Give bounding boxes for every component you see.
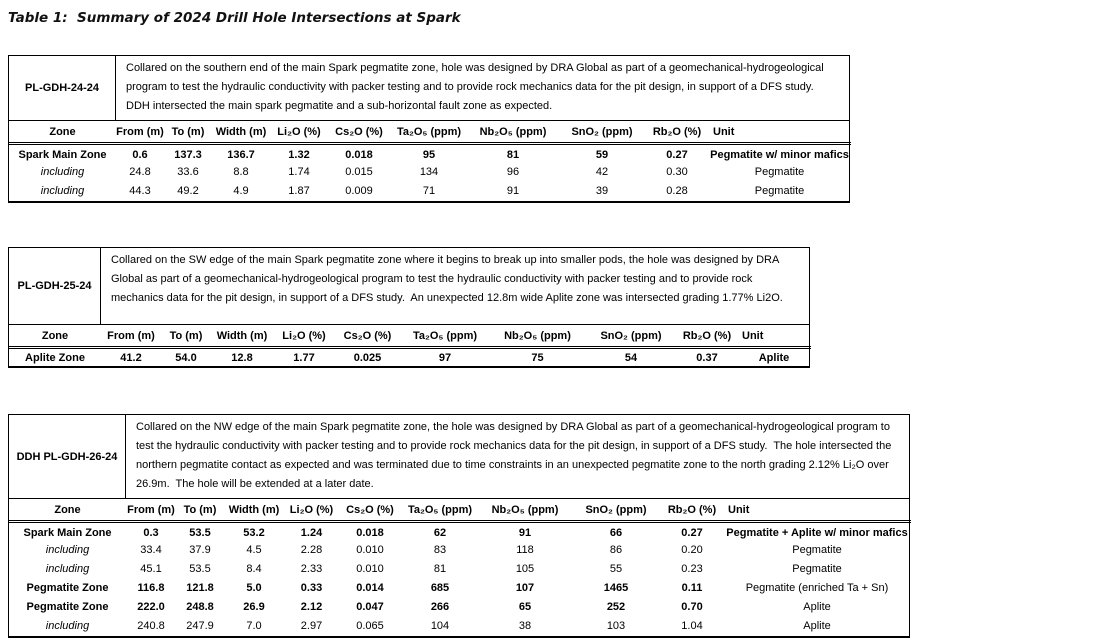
to-cell: 247.9: [186, 619, 214, 632]
unit-cell: Pegmatite + Aplite w/ minor mafics: [726, 526, 908, 539]
column-header: Ta₂O₅ (ppm): [401, 499, 479, 522]
hole-id: PL-GDH-24-24: [9, 56, 116, 120]
from-cell: 222.0: [137, 600, 165, 613]
column-header: Ta₂O₅ (ppm): [390, 121, 468, 144]
nb2o5-cell: 107: [515, 581, 535, 594]
hole-description: Collared on the NW edge of the main Spark pegmatite zone, the hole was designed by DRA Global as part of a geomechanical-hydrogeological program to test the hydraulic conductivity with packer testing and to provide rock mechanics data for the pit design, in support of a DFS study. The hole intersected the northern pegmatite contact as expected and was terminated due to time constraints in an unexpected pegmatite zone to the north grading 2.12% Li₂O over 26.9m. The hole will be extended at a later date.: [136, 421, 895, 490]
unit-cell: Aplite: [758, 352, 790, 365]
sno2-cell: 252: [606, 600, 626, 613]
from-cell: 24.8: [129, 165, 151, 178]
li2o-cell: 1.87: [288, 184, 310, 197]
to-cell: 33.6: [177, 165, 199, 178]
ta2o5-cell: 83: [433, 543, 447, 556]
column-header: Zone: [9, 325, 101, 348]
intersections-grid: [9, 325, 811, 367]
ta2o5-cell: 62: [433, 526, 447, 539]
column-header: From (m): [126, 499, 176, 522]
rb2o-cell: 0.11: [681, 581, 703, 594]
unit-cell: Pegmatite: [792, 543, 842, 556]
ta2o5-cell: 97: [438, 352, 452, 365]
width-cell: 5.0: [246, 581, 262, 594]
column-header: Cs₂O (%): [339, 499, 401, 522]
column-header: Li₂O (%): [270, 121, 328, 144]
nb2o5-cell: 91: [518, 526, 532, 539]
cs2o-cell: 0.015: [345, 165, 373, 178]
nb2o5-cell: 91: [506, 184, 520, 197]
unit-cell: Pegmatite: [792, 562, 842, 575]
column-header: Nb₂O₅ (ppm): [468, 121, 558, 144]
width-cell: 4.9: [233, 184, 249, 197]
drill-hole-table-DDH-PL-GDH-26-24: [8, 414, 910, 638]
column-header: Rb₂O (%): [677, 325, 737, 348]
unit-cell: Pegmatite (enriched Ta + Sn): [745, 581, 889, 594]
width-cell: 7.0: [246, 619, 262, 632]
column-header: To (m): [164, 121, 212, 144]
column-header: From (m): [116, 121, 164, 144]
from-cell: 240.8: [137, 619, 165, 632]
cs2o-cell: 0.018: [356, 526, 384, 539]
li2o-cell: 2.28: [300, 543, 323, 556]
sno2-cell: 42: [595, 165, 609, 178]
from-cell: 116.8: [137, 581, 165, 594]
intersection-row: [9, 347, 811, 366]
nb2o5-cell: 38: [518, 619, 532, 632]
nb2o5-cell: 75: [531, 352, 544, 365]
li2o-cell: 0.33: [300, 581, 323, 594]
sno2-cell: 66: [609, 526, 623, 539]
intersection-row: [9, 163, 851, 182]
li2o-cell: 2.97: [300, 619, 323, 632]
sno2-cell: 59: [595, 148, 609, 161]
from-cell: 33.4: [140, 543, 162, 556]
from-cell: 0.3: [143, 526, 159, 539]
ta2o5-cell: 134: [419, 165, 439, 178]
column-header-row: [9, 325, 811, 348]
width-cell: 8.4: [246, 562, 262, 575]
column-header: Rb₂O (%): [661, 499, 723, 522]
column-header: Ta₂O₅ (ppm): [400, 325, 490, 348]
column-header: From (m): [101, 325, 161, 348]
sno2-cell: 55: [609, 562, 623, 575]
rb2o-cell: 0.70: [681, 600, 703, 613]
from-cell: 44.3: [129, 184, 151, 197]
cs2o-cell: 0.010: [356, 562, 384, 575]
zone-cell: including: [40, 184, 85, 197]
hole-id: DDH PL-GDH-26-24: [9, 415, 126, 498]
zone-cell: Pegmatite Zone: [26, 581, 109, 594]
intersections-grid: [9, 499, 911, 636]
nb2o5-cell: 65: [518, 600, 532, 613]
column-header: Unit: [708, 121, 851, 144]
from-cell: 0.6: [132, 148, 148, 161]
column-header: Rb₂O (%): [646, 121, 708, 144]
nb2o5-cell: 118: [516, 543, 534, 556]
rb2o-cell: 1.04: [681, 619, 703, 632]
nb2o5-cell: 105: [515, 562, 535, 575]
intersection-row: [9, 182, 851, 201]
sno2-cell: 54: [624, 352, 638, 365]
unit-cell: Aplite: [803, 600, 831, 613]
table-caption: Table 1: Summary of 2024 Drill Hole Intersections at Spark: [8, 10, 461, 26]
zone-cell: Spark Main Zone: [23, 526, 112, 539]
rb2o-cell: 0.20: [681, 543, 703, 556]
intersection-row: [9, 560, 911, 579]
column-header: To (m): [161, 325, 211, 348]
intersection-row: [9, 144, 851, 163]
to-cell: 53.5: [189, 526, 211, 539]
column-header-row: [9, 121, 851, 144]
drill-hole-table-PL-GDH-25-24: [8, 247, 810, 369]
column-header: Cs₂O (%): [335, 325, 400, 348]
nb2o5-cell: 96: [506, 165, 520, 178]
column-header: Li₂O (%): [273, 325, 335, 348]
ta2o5-cell: 71: [422, 184, 436, 197]
column-header: Nb₂O₅ (ppm): [479, 499, 571, 522]
to-cell: 121.8: [186, 581, 214, 594]
li2o-cell: 1.24: [300, 526, 323, 539]
drill-hole-table-PL-GDH-24-24: [8, 55, 850, 203]
rb2o-cell: 0.37: [696, 352, 718, 365]
hole-info-row: [9, 415, 909, 499]
sno2-cell: 86: [609, 543, 623, 556]
to-cell: 53.5: [189, 562, 211, 575]
sno2-cell: 1465: [603, 581, 629, 594]
unit-cell: Pegmatite w/ minor mafics: [710, 148, 849, 161]
column-header: SnO₂ (ppm): [558, 121, 646, 144]
li2o-cell: 2.12: [300, 600, 323, 613]
li2o-cell: 2.33: [300, 562, 323, 575]
cs2o-cell: 0.065: [356, 619, 384, 632]
from-cell: 45.1: [140, 562, 162, 575]
hole-info-row: [9, 248, 809, 325]
column-header-row: [9, 499, 911, 522]
ta2o5-cell: 95: [422, 148, 436, 161]
intersection-row: [9, 522, 911, 541]
zone-cell: including: [40, 165, 85, 178]
rb2o-cell: 0.27: [681, 526, 703, 539]
hole-description: Collared on the SW edge of the main Spark pegmatite zone where it begins to break up into smaller pods, the hole was designed by DRA Global as part of a geomechanical-hydrogeological program to test the hydraulic conductivity with packer testing and to provide rock mechanics data for the pit design, in support of a DFS study. An unexpected 12.8m wide Aplite zone was intersected grading 1.77% Li2O.: [111, 253, 783, 304]
column-header: Width (m): [211, 325, 273, 348]
to-cell: 54.0: [175, 352, 197, 365]
rb2o-cell: 0.27: [666, 148, 688, 161]
column-header: Unit: [723, 499, 911, 522]
width-cell: 53.2: [243, 526, 265, 539]
hole-info-row: [9, 56, 849, 121]
column-header: Cs₂O (%): [328, 121, 390, 144]
cs2o-cell: 0.047: [356, 600, 384, 613]
from-cell: 41.2: [120, 352, 142, 365]
width-cell: 4.5: [246, 543, 262, 556]
ta2o5-cell: 81: [433, 562, 447, 575]
rb2o-cell: 0.28: [666, 184, 688, 197]
to-cell: 49.2: [177, 184, 199, 197]
cs2o-cell: 0.018: [345, 148, 373, 161]
ta2o5-cell: 685: [430, 581, 450, 594]
intersection-row: [9, 617, 911, 636]
cs2o-cell: 0.010: [356, 543, 384, 556]
cs2o-cell: 0.025: [353, 352, 382, 365]
to-cell: 137.3: [174, 148, 202, 161]
zone-cell: including: [45, 619, 90, 632]
width-cell: 136.7: [227, 148, 255, 161]
zone-cell: including: [45, 562, 90, 575]
cs2o-cell: 0.009: [345, 184, 373, 197]
width-cell: 8.8: [233, 165, 249, 178]
unit-cell: Aplite: [803, 619, 831, 632]
sno2-cell: 39: [595, 184, 609, 197]
intersections-grid: [9, 121, 851, 201]
width-cell: 12.8: [231, 352, 253, 365]
li2o-cell: 1.74: [288, 165, 310, 178]
zone-cell: Pegmatite Zone: [26, 600, 109, 613]
zone-cell: Spark Main Zone: [18, 148, 107, 161]
ta2o5-cell: 104: [430, 619, 450, 632]
unit-cell: Pegmatite: [754, 184, 805, 197]
ta2o5-cell: 266: [430, 600, 450, 613]
column-header: Li₂O (%): [284, 499, 339, 522]
column-header: SnO₂ (ppm): [571, 499, 661, 522]
column-header: Unit: [737, 325, 811, 348]
rb2o-cell: 0.23: [681, 562, 703, 575]
column-header: Width (m): [224, 499, 284, 522]
li2o-cell: 1.77: [293, 352, 315, 365]
to-cell: 248.8: [186, 600, 214, 613]
intersection-row: [9, 579, 911, 598]
column-header: Nb₂O₅ (ppm): [490, 325, 585, 348]
zone-cell: including: [45, 543, 90, 556]
nb2o5-cell: 81: [506, 148, 520, 161]
rb2o-cell: 0.30: [666, 165, 688, 178]
zone-cell: Aplite Zone: [25, 352, 85, 365]
intersection-row: [9, 598, 911, 617]
column-header: Zone: [9, 121, 116, 144]
hole-id: PL-GDH-25-24: [9, 248, 101, 324]
intersection-row: [9, 541, 911, 560]
to-cell: 37.9: [189, 543, 211, 556]
hole-description: Collared on the southern end of the main Spark pegmatite zone, hole was designed by DRA Global as part of a geomechanical-hydrogeological program to test the hydraulic conductivity with packer testing and to provide rock mechanics data for the pit design, in support of a DFS study. DDH intersected the main spark pegmatite and a sub-horizontal fault zone as expected.: [126, 62, 827, 112]
column-header: Width (m): [212, 121, 270, 144]
width-cell: 26.9: [243, 600, 265, 613]
column-header: SnO₂ (ppm): [585, 325, 677, 348]
column-header: To (m): [176, 499, 224, 522]
column-header: Zone: [9, 499, 126, 522]
sno2-cell: 103: [606, 619, 626, 632]
unit-cell: Pegmatite: [754, 165, 805, 178]
cs2o-cell: 0.014: [356, 581, 384, 594]
li2o-cell: 1.32: [288, 148, 310, 161]
